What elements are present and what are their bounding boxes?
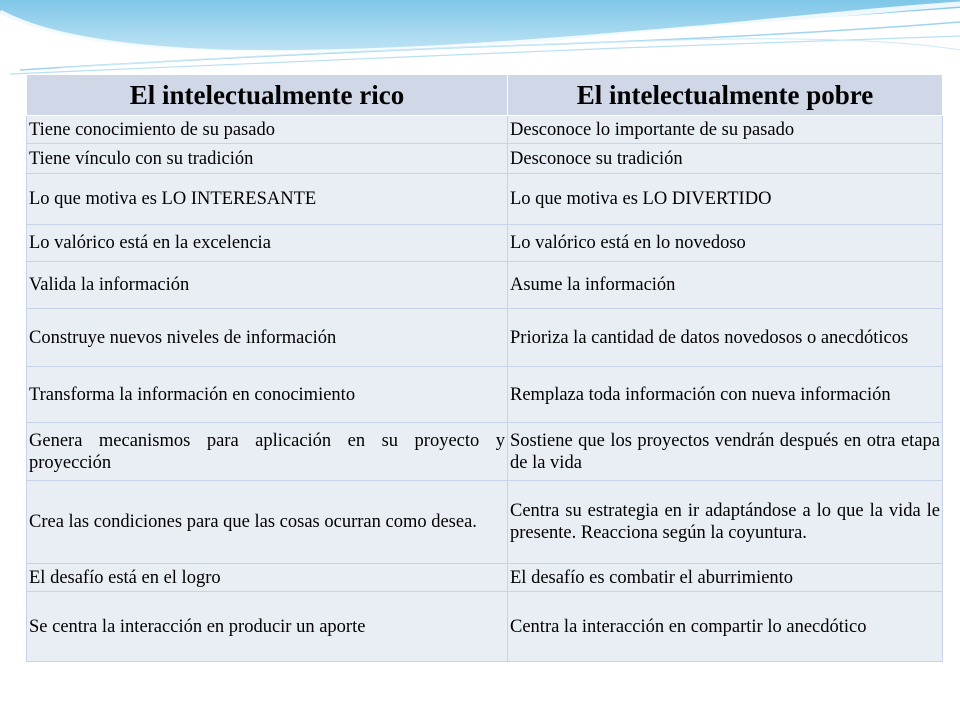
- cell-poor: Remplaza toda información con nueva información: [508, 367, 943, 423]
- cell-poor: Lo que motiva es LO DIVERTIDO: [508, 174, 943, 225]
- table-row: [27, 225, 943, 262]
- cell-rich: Genera mecanismos para aplicación en su proyecto y proyección: [27, 423, 508, 481]
- cell-rich: Tiene conocimiento de su pasado: [27, 116, 508, 144]
- cell-poor: Centra la interacción en compartir lo anecdótico: [508, 592, 943, 662]
- table-row: [27, 367, 943, 423]
- cell-poor: Sostiene que los proyectos vendrán después en otra etapa de la vida: [508, 423, 943, 481]
- cell-rich: Lo valórico está en la excelencia: [27, 225, 508, 262]
- cell-poor: Lo valórico está en lo novedoso: [508, 225, 943, 262]
- table-row: [27, 309, 943, 367]
- cell-poor: Prioriza la cantidad de datos novedosos o anecdóticos: [508, 309, 943, 367]
- table-row: [27, 144, 943, 174]
- comparison-table: [26, 74, 943, 662]
- table-row: [27, 564, 943, 592]
- table-row: [27, 116, 943, 144]
- header-rich: El intelectualmente rico: [27, 75, 508, 116]
- cell-rich: Tiene vínculo con su tradición: [27, 144, 508, 174]
- header-poor: El intelectualmente pobre: [508, 75, 943, 116]
- cell-poor: Desconoce lo importante de su pasado: [508, 116, 943, 144]
- cell-poor: Centra su estrategia en ir adaptándose a lo que la vida le presente. Reacciona según la coyuntura.: [508, 481, 943, 564]
- cell-rich: Crea las condiciones para que las cosas ocurran como desea.: [27, 481, 508, 564]
- table-header-row: [27, 75, 943, 116]
- cell-rich: Lo que motiva es LO INTERESANTE: [27, 174, 508, 225]
- cell-rich: Valida la información: [27, 262, 508, 309]
- table-row: [27, 423, 943, 481]
- table-row: [27, 174, 943, 225]
- table-row: [27, 592, 943, 662]
- cell-poor: Desconoce su tradición: [508, 144, 943, 174]
- cell-rich: Transforma la información en conocimiento: [27, 367, 508, 423]
- cell-rich: Construye nuevos niveles de información: [27, 309, 508, 367]
- table-row: [27, 481, 943, 564]
- table-row: [27, 262, 943, 309]
- cell-rich: Se centra la interacción en producir un aporte: [27, 592, 508, 662]
- cell-rich: El desafío está en el logro: [27, 564, 508, 592]
- cell-poor: Asume la información: [508, 262, 943, 309]
- cell-poor: El desafío es combatir el aburrimiento: [508, 564, 943, 592]
